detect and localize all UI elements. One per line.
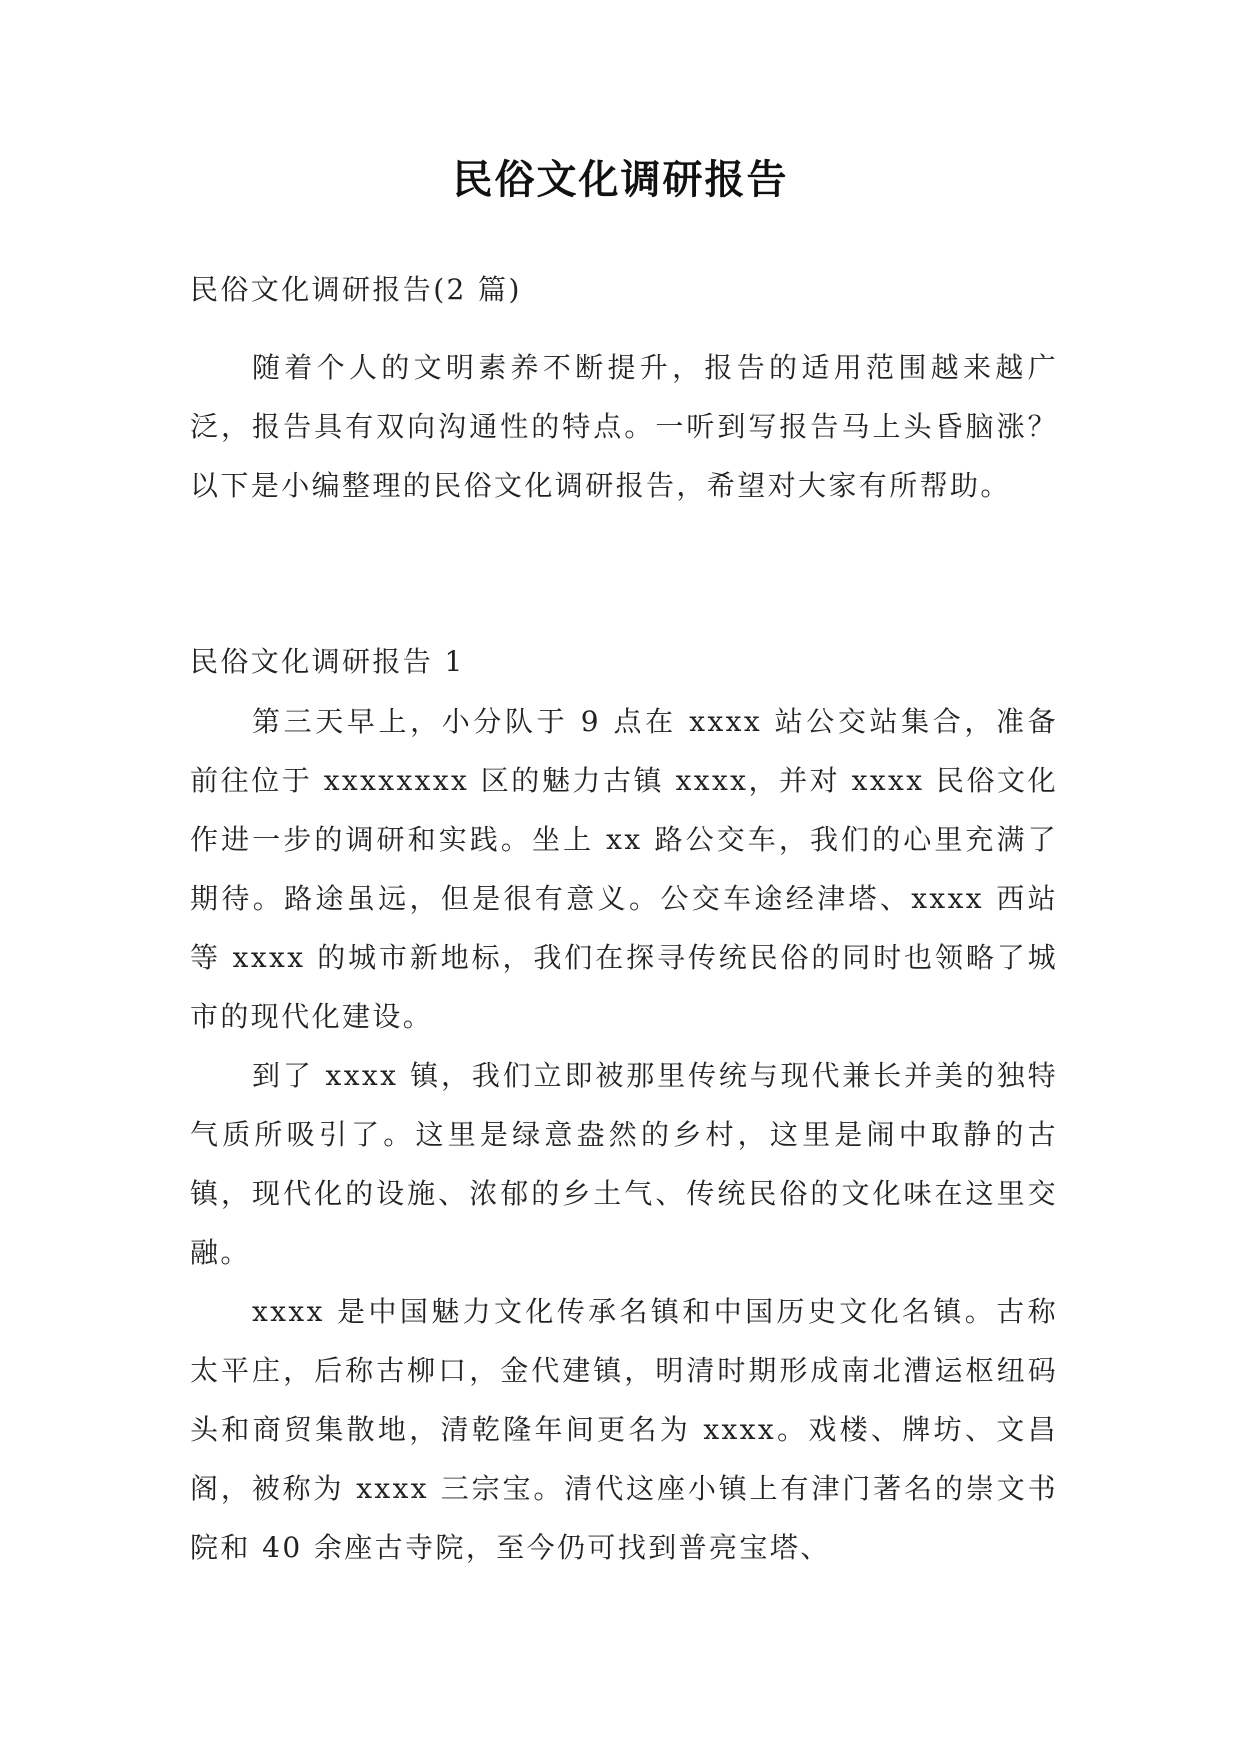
intro-paragraph: 随着个人的文明素养不断提升，报告的适用范围越来越广泛，报告具有双向沟通性的特点。一听到写报告马上头昏脑涨？以下是小编整理的民俗文化调研报告，希望对大家有所帮助。 [190,351,1058,502]
document-subtitle: 民俗文化调研报告(2 篇) [190,273,522,306]
section-content [190,692,1058,1577]
body-paragraph: 到了 xxxx 镇，我们立即被那里传统与现代兼长并美的独特气质所吸引了。这里是绿意盎然的乡村，这里是闹中取静的古镇，现代化的设施、浓郁的乡土气、传统民俗的文化味在这里交融。 [190,1059,1058,1269]
intro-section [190,338,1058,515]
body-paragraph: 第三天早上，小分队于 9 点在 xxxx 站公交站集合，准备前往位于 xxxxxxxx 区的魅力古镇 xxxx，并对 xxxx 民俗文化作进一步的调研和实践。坐上 xx 路公交车，我们的心里充满了期待。路途虽远，但是很有意义。公交车途经津塔、xxxx 西站等 xxxx 的城市新地标，我们在探寻传统民俗的同时也领略了城市的现代化建设。 [190,705,1058,1033]
body-paragraph: xxxx 是中国魅力文化传承名镇和中国历史文化名镇。古称太平庄，后称古柳口，金代建镇，明清时期形成南北漕运枢纽码头和商贸集散地，清乾隆年间更名为 xxxx。戏楼、牌坊、文昌阁，被称为 xxxx 三宗宝。清代这座小镇上有津门著名的崇文书院和 40 余座古寺院，至今仍可找到普亮宝塔、 [190,1295,1058,1564]
document-title: 民俗文化调研报告 [452,157,789,203]
section-heading: 民俗文化调研报告 1 [190,645,465,678]
